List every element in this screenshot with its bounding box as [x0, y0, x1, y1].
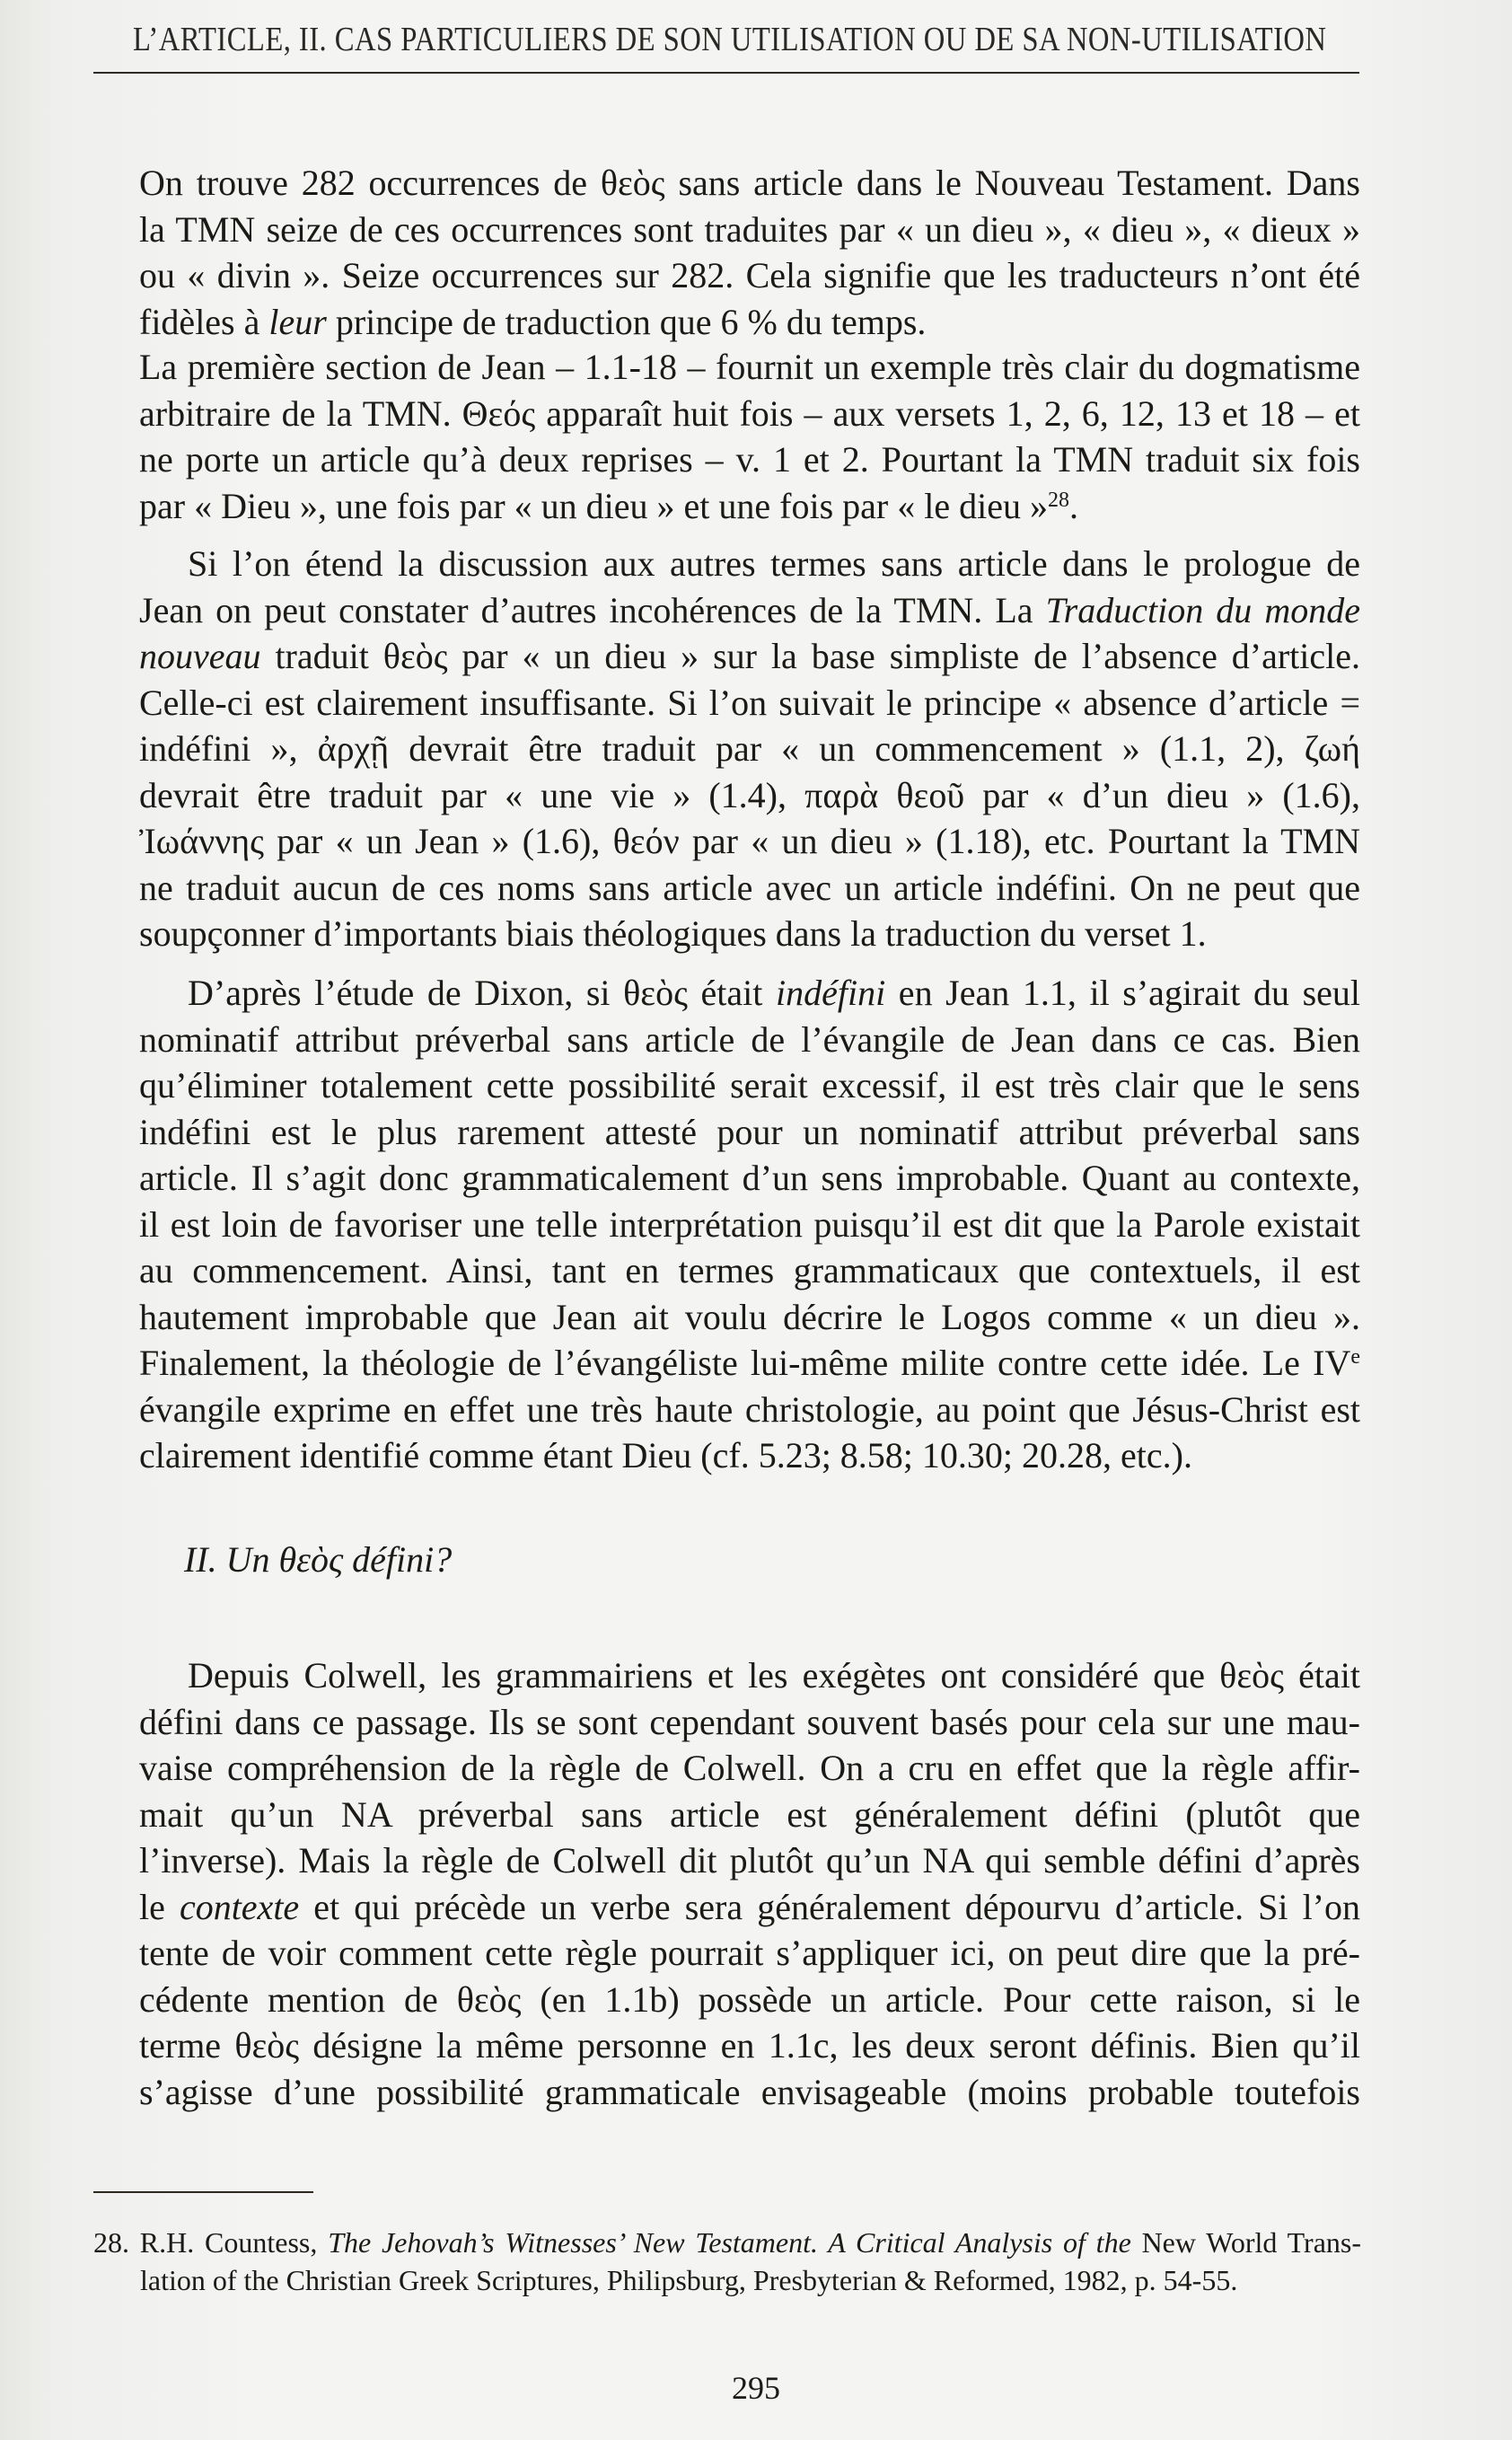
emphasis: indéfini: [775, 973, 886, 1013]
text-line: [139, 1340, 1360, 1387]
text-line: Celle-ci est clairement insuffisante. Si l’on suivait le principe « absence d’article =: [139, 682, 1360, 723]
superscript: e: [1350, 1345, 1360, 1369]
text-line: soupçonner d’importants biais théologiques dans la traduction du verset 1.: [139, 913, 1207, 954]
text-line: cédente mention de θεὸς (en 1.1b) possède un article. Pour cette raison, si le: [139, 1978, 1360, 2020]
text-line: l’inverse). Mais la règle de Colwell dit plutôt qu’un NA qui semble défini d’après: [139, 1840, 1360, 1881]
book-title: Traduction du monde: [1045, 589, 1360, 630]
text-line: [139, 299, 1360, 346]
text-line: au commencement. Ainsi, tant en termes grammaticaux que contextuels, il est: [139, 1250, 1360, 1290]
section-heading: II. Un θεὸς défini?: [184, 1539, 453, 1580]
text-span: principe de traduction que 6 % du temps.: [326, 301, 927, 342]
running-head: L’ARTICLE, II. CAS PARTICULIERS DE SON UTILISATION OU DE SA NON-UTILISATION: [133, 21, 1327, 58]
text-line: tente de voir comment cette règle pourrait s’appliquer ici, on peut dire que la pré-: [139, 1933, 1360, 1973]
text-line: ne porte un article qu’à deux reprises – v. 1 et 2. Pourtant la TMN traduit six fois: [139, 439, 1360, 480]
footnote-line: lation of the Christian Greek Scriptures, Philipsburg, Presbyterian & Reformed, 1982, p. 54-55.: [140, 2264, 1238, 2296]
text-line: La première section de Jean – 1.1-18 – fournit un exemple très clair du dogmatisme: [139, 347, 1360, 387]
text-line: Ἰωάννης par « un Jean » (1.6), θεόν par « un dieu » (1.18), etc. Pourtant la TMN: [139, 821, 1360, 861]
text-span: fidèles à: [139, 301, 269, 342]
paragraph-first-section: [139, 344, 1360, 529]
text-line: s’agisse d’une possibilité grammaticale envisageable (moins probable toutefois: [139, 2071, 1360, 2112]
text-line: qu’éliminer totalement cette possibilité serait excessif, il est très clair que le sens: [139, 1065, 1360, 1105]
text-span: Jean on peut constater d’autres incohérences de la TMN. La: [139, 589, 1046, 630]
header-rule: [93, 72, 1359, 74]
text-span: en Jean 1.1, il s’agirait du seul: [885, 973, 1360, 1013]
text-span: Finalement, la théologie de l’évangéliste lui-même milite contre cette idée. Le IV: [139, 1343, 1351, 1383]
text-line: devrait être traduit par « une vie » (1.4), παρὰ θεοῦ par « d’un dieu » (1.6),: [139, 774, 1360, 815]
footnote-line: [93, 2224, 1361, 2261]
text-line: il est loin de favoriser une telle interprétation puisqu’il est dit que la Parole existait: [139, 1203, 1360, 1245]
text-span: et qui précède un verbe sera généralement dépourvu d’article. Si l’on: [299, 1886, 1360, 1927]
footnote-title: The Jehovah’s Witnesses’ New Testament. A Critical Analysis of the: [328, 2226, 1131, 2259]
text-span: par « Dieu », une fois par « un dieu » et une fois par « le dieu »: [139, 485, 1048, 526]
page-number: 295: [732, 2370, 780, 2406]
text-line: [139, 1884, 1360, 1931]
paragraph-colwell: [139, 1652, 1360, 2115]
footnote-author: R.H. Countess,: [129, 2226, 329, 2259]
text-line: [139, 587, 1360, 634]
text-span: .: [1068, 485, 1078, 526]
footnote-rule: [93, 2191, 313, 2193]
footnote-number: 28.: [93, 2226, 129, 2259]
text-line: [139, 633, 1360, 680]
text-line: Si l’on étend la discussion aux autres termes sans article dans le prologue de: [188, 543, 1360, 584]
text-line: ne traduit aucun de ces noms sans article avec un article indéfini. On ne peut que: [139, 867, 1360, 908]
text-span: traduit θεὸς par « un dieu » sur la base simpliste de l’absence d’article.: [260, 636, 1360, 676]
text-line: indéfini est le plus rarement attesté pour un nominatif attribut préverbal sans: [139, 1111, 1360, 1152]
text-span: le: [139, 1886, 180, 1927]
text-line: mait qu’un NA préverbal sans article est généralement défini (plutôt que: [139, 1793, 1360, 1835]
text-line: indéfini », ἀρχῇ devrait être traduit par « un commencement » (1.1, 2), ζωή: [139, 728, 1360, 769]
emphasis: leur: [268, 301, 327, 342]
text-line: article. Il s’agit donc grammaticalement d’un sens improbable. Quant au contexte,: [139, 1158, 1360, 1198]
text-line: arbitraire de la TMN. Θεός apparaît huit fois – aux versets 1, 2, 6, 12, 13 et 18 – et: [139, 392, 1360, 434]
footnote-text: New World Trans-: [1130, 2226, 1362, 2259]
footnote-reference[interactable]: 28: [1047, 488, 1069, 512]
emphasis: contexte: [179, 1886, 300, 1927]
text-line: vaise compréhension de la règle de Colwell. On a cru en effet que la règle affir-: [139, 1748, 1360, 1788]
text-span: D’après l’étude de Dixon, si θεὸς était: [188, 973, 776, 1013]
paragraph-prologue: [139, 541, 1360, 957]
text-line: nominatif attribut préverbal sans article de l’évangile de Jean dans ce cas. Bien: [139, 1018, 1360, 1060]
text-line: terme θεὸς désigne la même personne en 1.1c, les deux seront définis. Bien qu’il: [139, 2025, 1360, 2066]
text-line: On trouve 282 occurrences de θεὸς sans article dans le Nouveau Testament. Dans: [139, 163, 1360, 203]
text-line: hautement improbable que Jean ait voulu décrire le Logos comme « un dieu ».: [139, 1296, 1360, 1337]
text-line: ou « divin ». Seize occurrences sur 282. Cela signifie que les traducteurs n’ont été: [139, 255, 1360, 295]
text-line: [139, 970, 1360, 1017]
book-title: nouveau: [139, 636, 261, 676]
text-line: Depuis Colwell, les grammairiens et les exégètes ont considéré que θεὸς était: [188, 1655, 1360, 1696]
paragraph-occurrences: [139, 160, 1360, 345]
text-line: [139, 483, 1360, 530]
text-line: défini dans ce passage. Ils se sont cependant souvent basés pour cela sur une mau-: [139, 1701, 1360, 1742]
text-line: la TMN seize de ces occurrences sont traduites par « un dieu », « dieu », « dieux »: [139, 208, 1360, 250]
text-line: évangile exprime en effet une très haute christologie, au point que Jésus-Christ est: [139, 1388, 1360, 1430]
footnote-28: [93, 2224, 1361, 2299]
paragraph-dixon: [139, 970, 1360, 1479]
text-line: clairement identifié comme étant Dieu (cf. 5.23; 8.58; 10.30; 20.28, etc.).: [139, 1435, 1192, 1475]
